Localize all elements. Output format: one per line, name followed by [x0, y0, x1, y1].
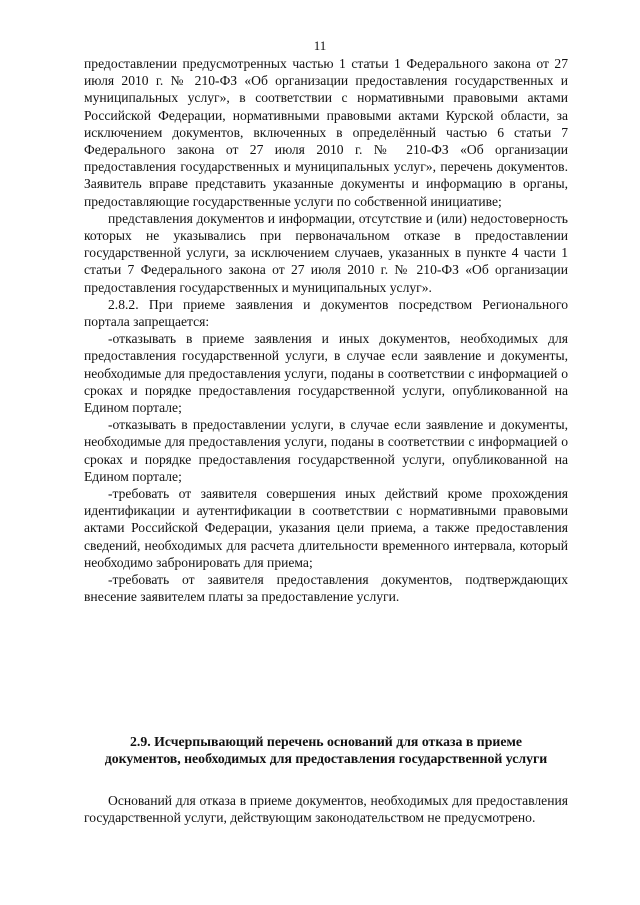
list-item-require-payment-docs: -требовать от заявителя предоставления документов, подтверждающих внесение заявителем платы за предоставление услуги. [84, 572, 568, 605]
list-item-refuse-provide: -отказывать в предоставлении услуги, в случае если заявление и документы, необходимые для предоставления услуги, поданы в соответствии с информацией о сроках и порядке предоставления государственной услуги, опубликованной на Едином портале; [84, 417, 568, 484]
section-heading-line-2: документов, необходимых для предоставления государственной услуги [104, 751, 548, 767]
final-section [84, 792, 568, 826]
section-heading-line-1: 2.9. Исчерпывающий перечень оснований для отказа в приеме [130, 734, 522, 749]
section-heading-2-9 [84, 733, 568, 767]
list-item-refuse-accept: -отказывать в приеме заявления и иных документов, необходимых для предоставления государственной услуги, в случае если заявление и документы, необходимые для предоставления услуги, поданы в соответствии с информацией о сроках и порядке предоставления государственной услуги, опубликованной на Едином портале; [84, 331, 568, 416]
list-item-require-actions: -требовать от заявителя совершения иных действий кроме прохождения идентификации и аутентификации в соответствии с нормативными правовыми актами Российской Федерации, указания цели приема, а также предоставления сведений, необходимых для расчета длительности временного интервала, который необходимо забронировать для приема; [84, 486, 568, 570]
paragraph-no-grounds: Оснований для отказа в приеме документов, необходимых для предоставления государственной услуги, действующим законодательством не предусмотрено. [84, 793, 568, 826]
body-text [84, 55, 568, 606]
page-number: 11 [313, 38, 327, 53]
paragraph-continuation: предоставлении предусмотренных частью 1 статьи 1 Федерального закона от 27 июля 2010 г. № 210-ФЗ «Об организации предоставления государственных и муниципальных услуг», в соответствии с нормативными правовыми актами Российской Федерации, нормативными правовыми актами Курской области, за исключением документов, включенных в определённый частью 6 статьи 7 Федерального закона от 27 июля 2010 г. № 210-ФЗ «Об организации предоставления государственных и муниципальных услуг», перечень документов. Заявитель вправе представить указанные документы и информацию в органы, предоставляющие государственные услуги по собственной инициативе; [84, 56, 568, 209]
paragraph-2-8-2: 2.8.2. При приеме заявления и документов посредством Регионального портала запрещается: [84, 296, 568, 330]
paragraph-representation: представления документов и информации, отсутствие и (или) недостоверность которых не указывались при первоначальном отказе в предоставлении государственной услуги, за исключением случаев, указанных в пункте 4 части 1 статьи 7 Федерального закона от 27 июля 2010 г. № 210-ФЗ «Об организации предоставления государственных и муниципальных услуг». [84, 210, 568, 295]
